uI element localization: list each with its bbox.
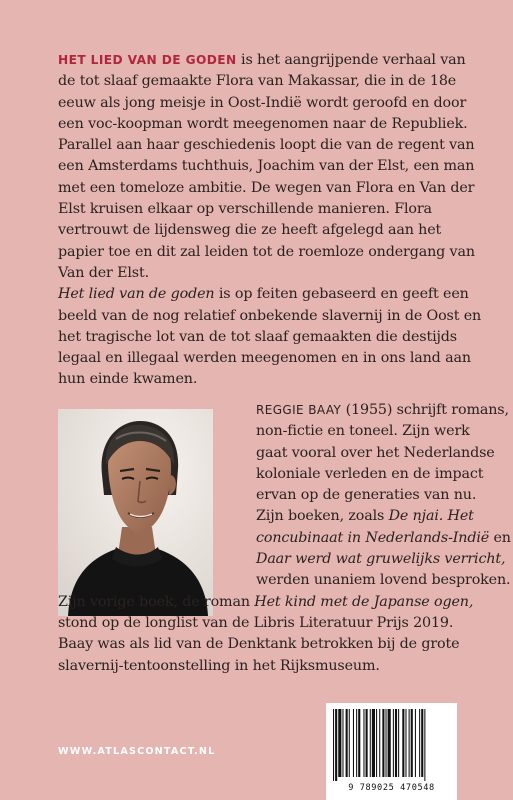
book-title-concubinaat: concubinaat in Nederlands-Indië [256,529,490,546]
bio-text: (1955) schrijft romans, [341,402,509,418]
bio-line: Baay was als lid van de Denktank betrokken bij de grote [58,636,460,653]
barcode-bar [388,709,391,777]
bio-line [58,506,483,527]
bio-line [58,549,506,570]
barcode-bar [395,709,397,777]
barcode-bar [358,709,360,777]
barcode-bar [366,709,368,777]
barcode-bar [333,709,334,781]
isbn-number: 9 789025 470548 [348,783,435,793]
bio-line [58,400,509,421]
barcode-bar [409,709,410,777]
blurb-paragraph-2 [58,284,483,390]
blurb-text-2: is op feiten gebaseerd en geeft een beeld van de nog relatief onbekende slavernij in de Oost en het tragische lot van de tot slaaf gemaakten die destijds legaal en illegaal werden meegenomen en in ons land aan hun einde kwamen. [58,286,482,388]
bio-line: werden unaniem lovend besproken. [256,572,511,589]
barcode-bar [415,709,416,777]
barcode-bar [386,709,387,777]
bio-text: Zijn vorige boek, de roman [58,593,255,610]
blurb-paragraph-1 [58,50,483,284]
barcode-bar [338,709,341,777]
barcode-bar [372,709,375,777]
book-title-de-njai: De njai. Het [388,508,474,525]
book-title-het-kind: Het kind met de Japanse ogen, [254,593,474,610]
barcode-bar [342,709,343,777]
barcode-bar [405,709,406,777]
author-name: REGGIE BAAY [256,403,342,417]
bio-line: gaat vooral over het Nederlandse [256,444,495,461]
bio-text: en [489,529,511,546]
bio-line [58,528,511,549]
bio-line: koloniale verleden en de impact [256,465,484,482]
bio-line: non-fictie en toneel. Zijn werk [256,423,470,440]
barcode-bar [356,709,357,777]
barcode-bar [335,709,337,781]
bio-line: slavernij-tentoonstelling in het Rijksmuseum. [58,657,380,674]
barcode-bar [363,709,364,777]
barcode-bar [419,709,420,777]
bio-line: ervan op de generaties van nu. [256,487,477,504]
barcode-bar [349,709,350,777]
author-bio [58,400,511,677]
barcode-bar [379,709,380,777]
barcode-bar [411,709,413,777]
barcode-bars [333,709,450,781]
barcode-bar [424,709,425,781]
barcode-bar [393,709,394,777]
isbn-barcode [326,703,457,800]
bio-line: stond op de longlist van de Libris Literatuur Prijs 2019. [58,614,454,631]
barcode-bar [382,709,384,777]
blurb [58,50,483,391]
barcode-bar [402,709,404,777]
bio-line [58,592,483,613]
barcode-bar [421,709,423,777]
barcode-bar [346,709,348,777]
book-title-caps: HET LIED VAN DE GODEN [58,53,237,67]
barcode-bar [370,709,371,777]
blurb-text-1: is het aangrijpende verhaal van de tot slaaf gemaakte Flora van Makassar, die in de 18e eeuw als jong meisje in Oost-Indië wordt geroofd en door een voc-koopman wordt meegenomen naar de Republiek. Parallel aan haar geschiedenis loopt die van de regent van een Amsterdams tuchthuis, Joachim van der Elst, een man met een tomeloze ambitie. De wegen van Flora en Van der Elst kruisen elkaar op verschillende manieren. Flora vertrouwt de lijdensweg die ze heeft afgelegd aan het papier toe en dit zal leiden tot de roemloze ondergang van Van der Elst. [58,52,475,281]
barcode-bar [398,709,399,777]
barcode-bar [376,709,377,777]
book-title-daar-werd: Daar werd wat gruwelijks verricht, [256,551,506,568]
publisher-url[interactable]: WWW.ATLASCONTACT.NL [58,746,216,757]
book-title-italic: Het lied van de goden [58,286,215,303]
bio-text: Zijn boeken, zoals [256,508,389,525]
barcode-bar [353,709,354,777]
